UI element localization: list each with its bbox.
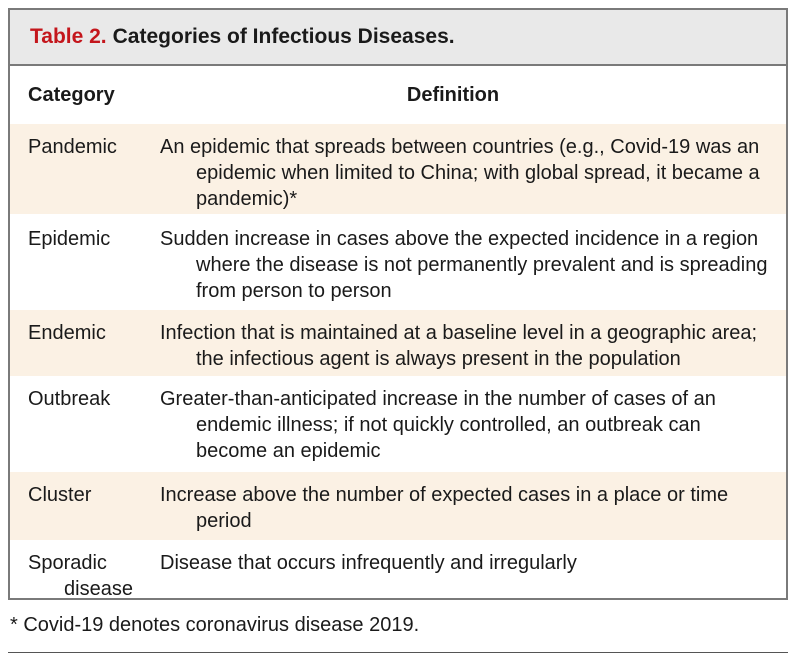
row-definition: Infection that is maintained at a baseline level in a geographic area; the infectious agent is always present in the population [160, 322, 758, 370]
row-definition: Increase above the number of expected cases in a place or time period [160, 484, 729, 532]
table-row-epidemic [10, 214, 786, 310]
row-definition: Disease that occurs infrequently and irregularly [160, 552, 577, 574]
table-row-pandemic [10, 124, 786, 214]
header-definition: Definition [406, 83, 500, 106]
header-category: Category [28, 83, 115, 106]
row-definition: Sudden increase in cases above the expected incidence in a region where the disease is not permanently prevalent and is spreading from person to person [160, 228, 768, 302]
row-category: Pandemic [28, 136, 117, 158]
table-title: Categories of Infectious Diseases. [112, 25, 455, 48]
row-definition: An epidemic that spreads between countries (e.g., Covid-19 was an epidemic when limited to China; with global spread, it became a pandemic)* [160, 136, 760, 210]
row-category [10, 550, 160, 602]
table-row-outbreak [10, 376, 786, 472]
table-row-sporadic [10, 540, 786, 602]
row-category: Outbreak [28, 388, 111, 410]
bottom-rule [8, 652, 788, 653]
row-category-line2: disease [64, 578, 133, 600]
table-number: Table 2. [30, 25, 107, 48]
table-title-bar [10, 10, 786, 66]
row-category: Endemic [28, 322, 106, 344]
row-category: Cluster [28, 484, 92, 506]
table-frame [8, 8, 788, 600]
row-category: Epidemic [28, 228, 111, 250]
table-header-row [10, 66, 786, 124]
row-category-line1: Sporadic [28, 552, 107, 574]
table-row-cluster [10, 472, 786, 540]
row-definition: Greater-than-anticipated increase in the number of cases of an endemic illness; if not quickly controlled, an outbreak can become an epidemic [160, 388, 716, 462]
table-footnote: * Covid-19 denotes coronavirus disease 2019. [10, 614, 420, 636]
table-row-endemic [10, 310, 786, 376]
